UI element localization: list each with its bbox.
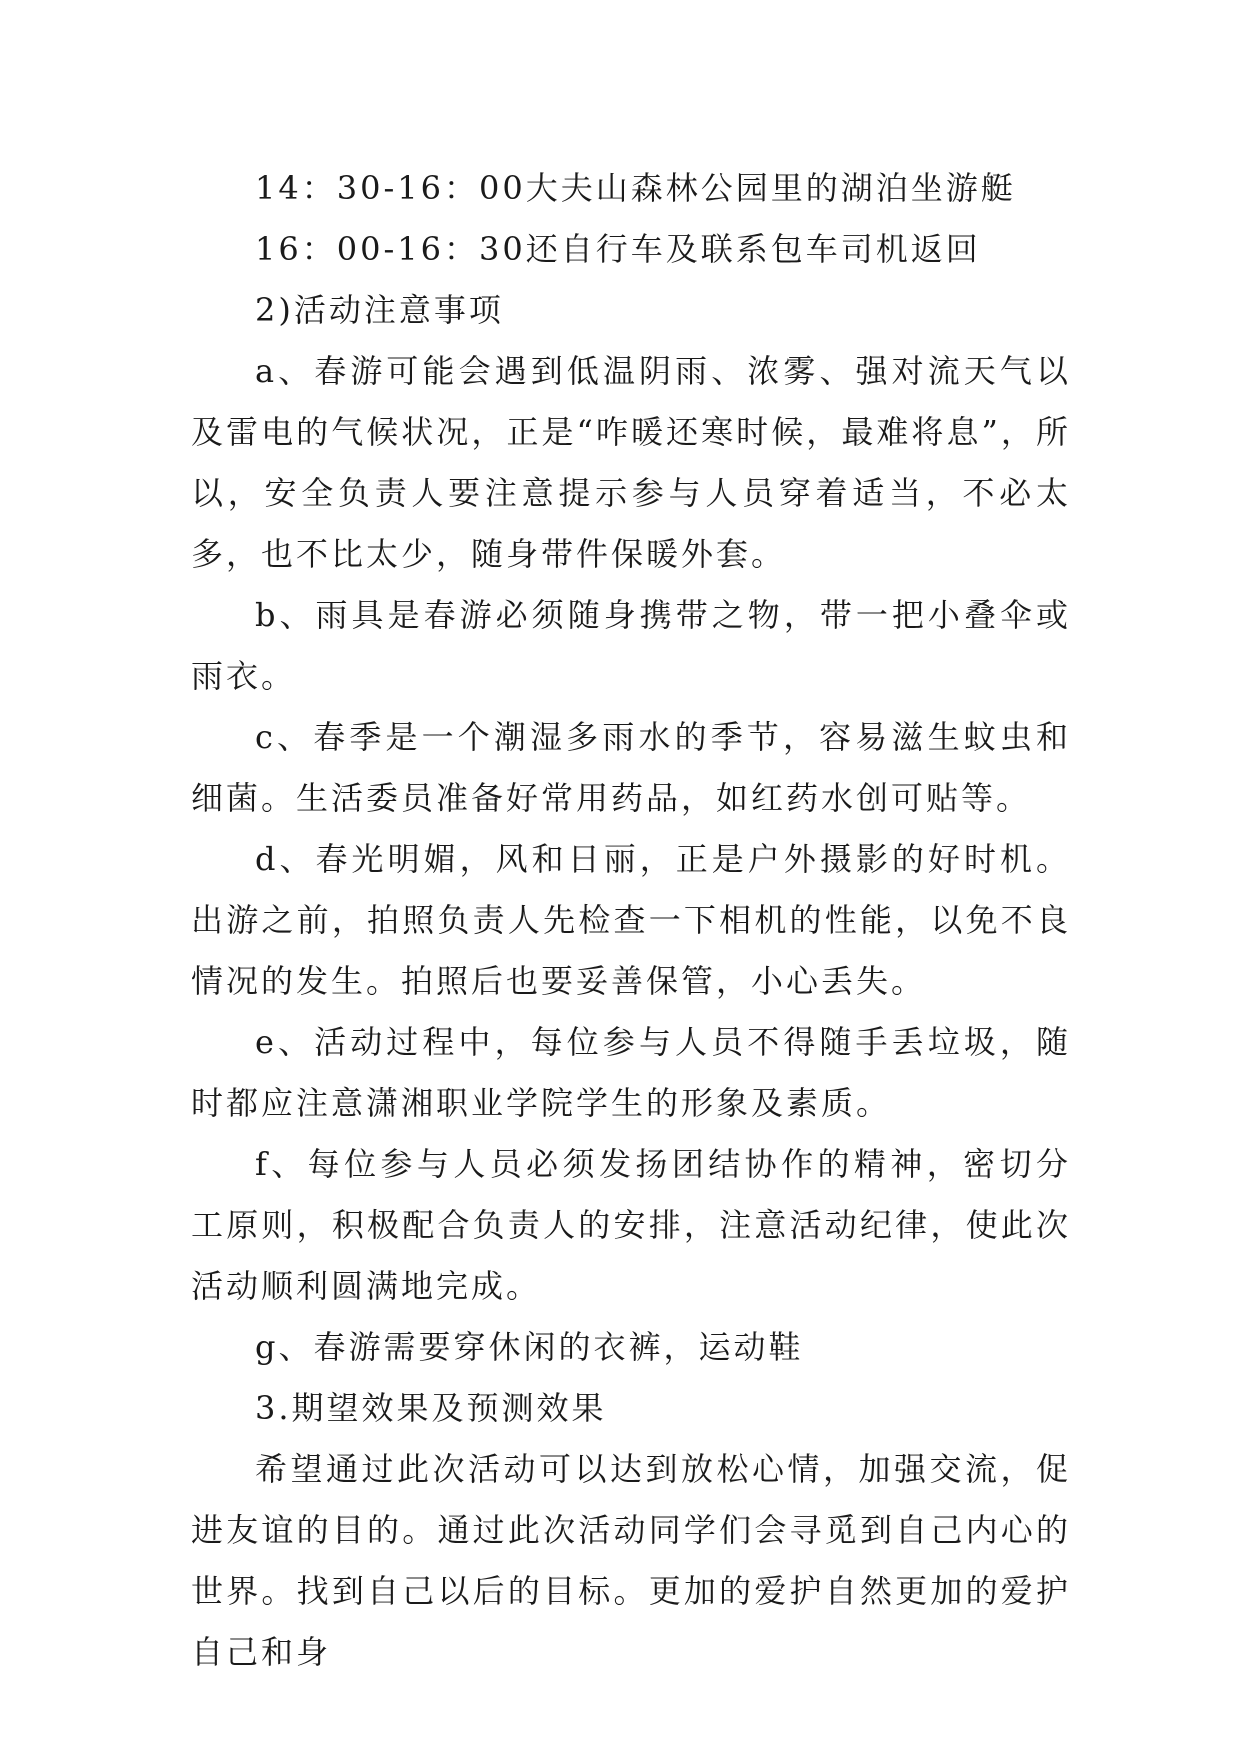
precaution-item-g: g、春游需要穿休闲的衣裤，运动鞋 xyxy=(255,1328,804,1366)
schedule-line-boating: 14：30-16：00大夫山森林公园里的湖泊坐游艇 xyxy=(255,169,1016,207)
section-heading-expected-effects: 3.期望效果及预测效果 xyxy=(255,1389,607,1427)
precaution-item-d: d、春光明媚，风和日丽，正是户外摄影的好时机。出游之前，拍照负责人先检查一下相机的性能，以免不良情况的发生。拍照后也要妥善保管，小心丢失。 xyxy=(191,840,1071,1000)
precaution-item-e: e、活动过程中，每位参与人员不得随手丢垃圾，随时都应注意潇湘职业学院学生的形象及素质。 xyxy=(191,1023,1071,1122)
schedule-line-return: 16：00-16：30还自行车及联系包车司机返回 xyxy=(255,230,981,268)
precaution-item-f: f、每位参与人员必须发扬团结协作的精神，密切分工原则，积极配合负责人的安排，注意活动纪律，使此次活动顺利圆满地完成。 xyxy=(191,1145,1071,1305)
precaution-item-b: b、雨具是春游必须随身携带之物，带一把小叠伞或雨衣。 xyxy=(191,596,1071,695)
document-body xyxy=(191,158,1071,1683)
precaution-item-c: c、春季是一个潮湿多雨水的季节，容易滋生蚊虫和细菌。生活委员准备好常用药品，如红药水创可贴等。 xyxy=(191,718,1071,817)
expected-effects-paragraph: 希望通过此次活动可以达到放松心情，加强交流，促进友谊的目的。通过此次活动同学们会寻觅到自己内心的世界。找到自己以后的目标。更加的爱护自然更加的爱护自己和身 xyxy=(191,1450,1071,1671)
precaution-item-a: a、春游可能会遇到低温阴雨、浓雾、强对流天气以及雷电的气候状况，正是“咋暖还寒时候，最难将息”，所以，安全负责人要注意提示参与人员穿着适当，不必太多，也不比太少，随身带件保暖外套。 xyxy=(191,352,1071,573)
section-heading-precautions: 2)活动注意事项 xyxy=(255,291,504,329)
